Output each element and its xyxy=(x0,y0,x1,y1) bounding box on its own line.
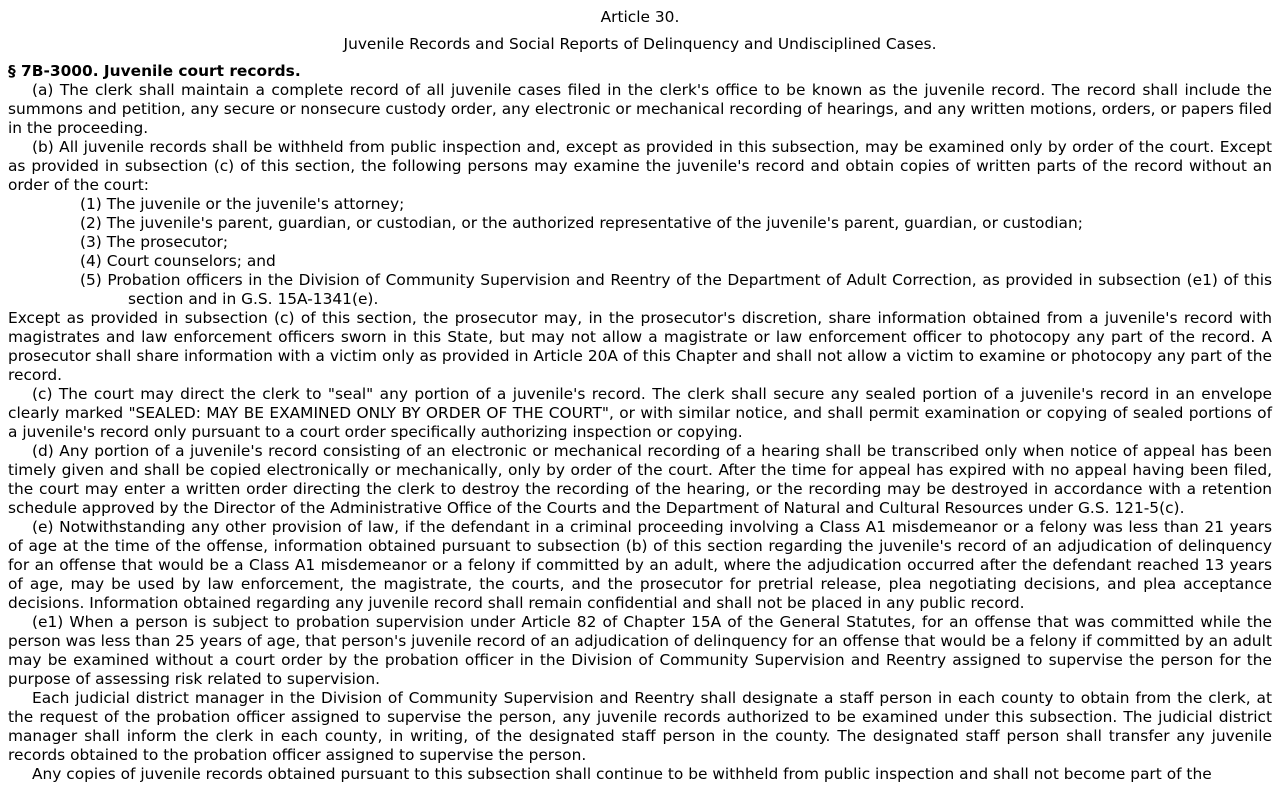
article-subtitle: Juvenile Records and Social Reports of Delinquency and Undisciplined Cases. xyxy=(343,35,937,53)
paragraph-b-continued: Except as provided in subsection (c) of this section, the prosecutor may, in the prosecutor's discretion, share information obtained from a juvenile's record with magistrates and law enforcement officers sworn in this State, but may not allow a magistrate or law enforcement officer to photocopy any part of the record. A prosecutor shall share information with a victim only as provided in Article 20A of this Chapter and shall not allow a victim to examine or photocopy any part of the record. xyxy=(8,309,1272,384)
paragraph-e1-manager: Each judicial district manager in the Division of Community Supervision and Reentry shall designate a staff person in each county to obtain from the clerk, at the request of the probation officer assigned to supervise the person, any juvenile records authorized to be examined under this subsection. The judicial district manager shall inform the clerk in each county, in writing, of the designated staff person in the county. The designated staff person shall transfer any juvenile records obtained to the probation officer assigned to supervise the person. xyxy=(8,689,1272,764)
paragraph-a: (a) The clerk shall maintain a complete record of all juvenile cases filed in the clerk's office to be known as the juvenile record. The record shall include the summons and petition, any secure or nonsecure custody order, any electronic or mechanical recording of hearings, and any written motions, orders, or papers filed in the proceeding. xyxy=(8,81,1272,137)
paragraph-e: (e) Notwithstanding any other provision of law, if the defendant in a criminal proceeding involving a Class A1 misdemeanor or a felony was less than 21 years of age at the time of the offense, information obtained pursuant to subsection (b) of this section regarding the juvenile's record of an adjudication of delinquency for an offense that would be a Class A1 misdemeanor or a felony if committed by an adult, where the adjudication occurred after the defendant reached 13 years of age, may be used by law enforcement, the magistrate, the courts, and the prosecutor for pretrial release, plea negotiating decisions, and plea acceptance decisions. Information obtained regarding any juvenile record shall remain confidential and shall not be placed in any public record. xyxy=(8,518,1272,612)
list-item: (4) Court counselors; and xyxy=(80,252,276,270)
list-item: (1) The juvenile or the juvenile's attorney; xyxy=(80,195,405,213)
paragraph-e1-copies: Any copies of juvenile records obtained pursuant to this subsection shall continue to be withheld from public inspection and shall not become part of the xyxy=(32,765,1212,783)
list-item: (3) The prosecutor; xyxy=(80,233,229,251)
authorized-persons-list xyxy=(8,195,1272,309)
paragraph-b: (b) All juvenile records shall be withheld from public inspection and, except as provided in this subsection, may be examined only by order of the court. Except as provided in subsection (c) of this section, the following persons may examine the juvenile's record and obtain copies of written parts of the record without an order of the court: xyxy=(8,138,1272,194)
list-item: (2) The juvenile's parent, guardian, or custodian, or the authorized representative of the juvenile's parent, guardian, or custodian; xyxy=(80,214,1083,232)
paragraph-c: (c) The court may direct the clerk to "seal" any portion of a juvenile's record. The clerk shall secure any sealed portion of a juvenile's record in an envelope clearly marked "SEALED: MAY BE EXAMINED ONLY BY ORDER OF THE COURT", or with similar notice, and shall permit examination or copying of sealed portions of a juvenile's record only pursuant to a court order specifically authorizing inspection or copying. xyxy=(8,385,1272,441)
list-item: (5) Probation officers in the Division of Community Supervision and Reentry of the Department of Adult Correction, as provided in subsection (e1) of this section and in G.S. 15A-1341(e). xyxy=(80,271,1272,308)
article-title: Article 30. xyxy=(600,8,680,26)
paragraph-d: (d) Any portion of a juvenile's record consisting of an electronic or mechanical recording of a hearing shall be transcribed only when notice of appeal has been timely given and shall be copied electronically or mechanically, only by order of the court. After the time for appeal has expired with no appeal having been filed, the court may enter a written order directing the clerk to destroy the recording of the hearing, or the recording may be destroyed in accordance with a retention schedule approved by the Director of the Administrative Office of the Courts and the Department of Natural and Cultural Resources under G.S. 121-5(c). xyxy=(8,442,1272,517)
section-heading: § 7B-3000. Juvenile court records. xyxy=(8,62,301,80)
paragraph-e1: (e1) When a person is subject to probation supervision under Article 82 of Chapter 15A of the General Statutes, for an offense that was committed while the person was less than 25 years of age, that person's juvenile record of an adjudication of delinquency for an offense that would be a felony if committed by an adult may be examined without a court order by the probation officer in the Division of Community Supervision and Reentry assigned to supervise the person for the purpose of assessing risk related to supervision. xyxy=(8,613,1272,688)
